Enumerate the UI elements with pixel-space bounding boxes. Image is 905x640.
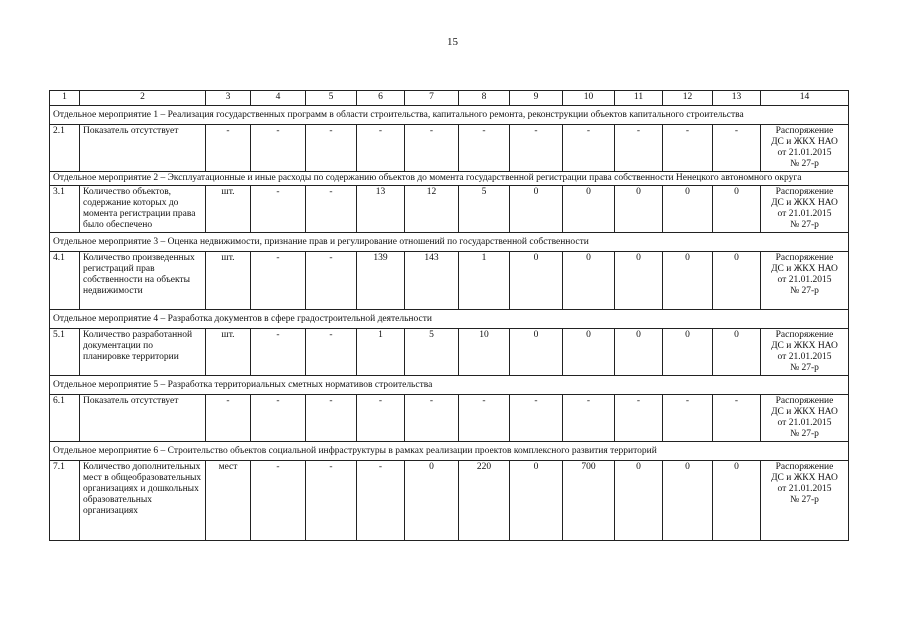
indicator-value: - <box>306 329 357 376</box>
indicator-number: 2.1 <box>50 125 80 172</box>
indicator-unit: шт. <box>206 329 251 376</box>
document-reference-line: от 21.01.2015 <box>777 484 832 494</box>
indicator-value: 0 <box>510 329 563 376</box>
indicator-value: 0 <box>405 461 459 541</box>
column-header: 13 <box>713 91 761 106</box>
indicator-value: - <box>306 125 357 172</box>
indicator-value: - <box>306 395 357 442</box>
column-header: 8 <box>459 91 510 106</box>
section-heading-row <box>50 106 849 125</box>
page-number: 15 <box>447 36 458 48</box>
indicator-value: - <box>563 125 615 172</box>
column-header: 5 <box>306 91 357 106</box>
indicator-value: 0 <box>563 329 615 376</box>
indicator-value: - <box>306 461 357 541</box>
indicator-name: Количество произведенных регистраций прав собственности на объекты недвижимости <box>80 252 206 310</box>
indicator-value: - <box>357 461 405 541</box>
indicator-number: 7.1 <box>50 461 80 541</box>
document-reference-line: № 27-р <box>790 495 819 505</box>
indicator-value: - <box>306 186 357 233</box>
indicator-name: Количество объектов, содержание которых до момента регистрации права было обеспечено <box>80 186 206 233</box>
indicator-number: 5.1 <box>50 329 80 376</box>
document-reference-line: № 27-р <box>790 220 819 230</box>
column-header: 2 <box>80 91 206 106</box>
document-reference-line: № 27-р <box>790 286 819 296</box>
section-heading-row <box>50 172 849 186</box>
indicator-value: - <box>405 395 459 442</box>
indicator-name: Количество разработанной документации по планировке территории <box>80 329 206 376</box>
document-reference-line: ДС и ЖКХ НАО <box>771 137 838 147</box>
indicator-value: - <box>510 125 563 172</box>
indicator-unit: шт. <box>206 252 251 310</box>
document-reference-line: Распоряжение <box>775 253 834 263</box>
indicator-value: 0 <box>713 329 761 376</box>
indicator-value: 700 <box>563 461 615 541</box>
section-title: Отдельное мероприятие 5 – Разработка территориальных сметных нормативов строительства <box>50 376 849 395</box>
section-title: Отдельное мероприятие 3 – Оценка недвижимости, признание прав и регулирование отношений по государственной собственности <box>50 233 849 252</box>
indicator-number: 4.1 <box>50 252 80 310</box>
indicator-value: 0 <box>510 461 563 541</box>
indicator-value: - <box>615 395 663 442</box>
document-reference-line: от 21.01.2015 <box>777 209 832 219</box>
section-heading-row <box>50 442 849 461</box>
indicator-row <box>50 252 849 310</box>
indicator-row <box>50 329 849 376</box>
indicator-value: 0 <box>615 461 663 541</box>
indicator-value: - <box>251 395 306 442</box>
indicator-value: - <box>251 252 306 310</box>
indicator-unit: мест <box>206 461 251 541</box>
document-reference-line: № 27-р <box>790 363 819 373</box>
column-header: 14 <box>761 91 849 106</box>
indicator-value: 0 <box>663 186 713 233</box>
section-heading-row <box>50 376 849 395</box>
indicators-table <box>49 90 849 541</box>
document-reference-line: Распоряжение <box>775 396 834 406</box>
indicator-value: 0 <box>713 252 761 310</box>
indicator-value: 220 <box>459 461 510 541</box>
indicator-value: 12 <box>405 186 459 233</box>
indicator-value: 0 <box>615 329 663 376</box>
indicator-value: 10 <box>459 329 510 376</box>
document-reference-line: № 27-р <box>790 429 819 439</box>
indicator-value: - <box>357 395 405 442</box>
column-header: 10 <box>563 91 615 106</box>
column-header: 7 <box>405 91 459 106</box>
column-header: 9 <box>510 91 563 106</box>
indicator-value: - <box>615 125 663 172</box>
column-header: 3 <box>206 91 251 106</box>
sections-body <box>50 106 849 541</box>
indicator-value: - <box>663 125 713 172</box>
indicator-name: Количество дополнительных мест в общеобразовательных организациях и дошкольных образовательных организациях <box>80 461 206 541</box>
column-header: 4 <box>251 91 306 106</box>
document-reference <box>761 252 849 310</box>
column-header: 1 <box>50 91 80 106</box>
column-header: 6 <box>357 91 405 106</box>
indicator-value: - <box>306 252 357 310</box>
indicator-value: 139 <box>357 252 405 310</box>
indicator-unit: - <box>206 125 251 172</box>
document-reference-line: ДС и ЖКХ НАО <box>771 341 838 351</box>
column-header: 11 <box>615 91 663 106</box>
indicator-value: - <box>405 125 459 172</box>
indicator-value: 0 <box>663 252 713 310</box>
indicator-value: - <box>713 395 761 442</box>
indicator-value: - <box>459 395 510 442</box>
indicator-value: 1 <box>357 329 405 376</box>
document-reference <box>761 329 849 376</box>
indicator-value: 0 <box>615 252 663 310</box>
document-reference <box>761 125 849 172</box>
indicator-row <box>50 461 849 541</box>
document-reference-line: № 27-р <box>790 159 819 169</box>
indicator-value: - <box>251 329 306 376</box>
indicator-value: 0 <box>713 186 761 233</box>
document-reference <box>761 395 849 442</box>
indicator-row <box>50 395 849 442</box>
indicator-value: - <box>563 395 615 442</box>
document-reference-line: Распоряжение <box>775 187 834 197</box>
indicator-value: - <box>251 461 306 541</box>
indicator-value: - <box>251 125 306 172</box>
indicator-value: - <box>251 186 306 233</box>
document-reference-line: от 21.01.2015 <box>777 352 832 362</box>
indicator-value: 13 <box>357 186 405 233</box>
document-reference-line: от 21.01.2015 <box>777 418 832 428</box>
document-reference-line: ДС и ЖКХ НАО <box>771 407 838 417</box>
indicator-unit: - <box>206 395 251 442</box>
document-reference-line: ДС и ЖКХ НАО <box>771 473 838 483</box>
indicator-value: 0 <box>510 252 563 310</box>
indicator-value: 143 <box>405 252 459 310</box>
document-reference-line: Распоряжение <box>775 126 834 136</box>
section-heading-row <box>50 310 849 329</box>
indicator-number: 3.1 <box>50 186 80 233</box>
indicator-number: 6.1 <box>50 395 80 442</box>
section-title: Отдельное мероприятие 1 – Реализация государственных программ в области строительства, капитального ремонта, реконструкции объектов капитального строительства <box>50 106 849 125</box>
section-title: Отдельное мероприятие 2 – Эксплуатационные и иные расходы по содержанию объектов до момента государственной регистрации права собственности Ненецкого автономного округа <box>50 172 849 186</box>
document-reference-line: от 21.01.2015 <box>777 275 832 285</box>
document-reference-line: Распоряжение <box>775 462 834 472</box>
document-reference <box>761 461 849 541</box>
section-heading-row <box>50 233 849 252</box>
column-header: 12 <box>663 91 713 106</box>
document-reference-line: от 21.01.2015 <box>777 148 832 158</box>
indicator-row <box>50 186 849 233</box>
document-reference-line: Распоряжение <box>775 330 834 340</box>
section-title: Отдельное мероприятие 6 – Строительство объектов социальной инфраструктуры в рамках реализации проектов комплексного развития территорий <box>50 442 849 461</box>
indicator-value: - <box>357 125 405 172</box>
indicator-unit: шт. <box>206 186 251 233</box>
column-number-row <box>50 91 849 106</box>
indicator-value: - <box>510 395 563 442</box>
indicator-value: 0 <box>615 186 663 233</box>
indicator-value: 0 <box>663 329 713 376</box>
indicator-value: 0 <box>663 461 713 541</box>
indicator-name: Показатель отсутствует <box>80 395 206 442</box>
section-title: Отдельное мероприятие 4 – Разработка документов в сфере градостроительной деятельности <box>50 310 849 329</box>
indicator-name: Показатель отсутствует <box>80 125 206 172</box>
indicator-value: - <box>459 125 510 172</box>
indicator-value: 5 <box>405 329 459 376</box>
document-reference-line: ДС и ЖКХ НАО <box>771 198 838 208</box>
indicator-value: 0 <box>713 461 761 541</box>
indicator-value: - <box>663 395 713 442</box>
indicator-value: 5 <box>459 186 510 233</box>
indicator-value: 1 <box>459 252 510 310</box>
document-reference-line: ДС и ЖКХ НАО <box>771 264 838 274</box>
indicator-value: 0 <box>510 186 563 233</box>
indicator-value: 0 <box>563 252 615 310</box>
indicator-value: - <box>713 125 761 172</box>
indicator-row <box>50 125 849 172</box>
document-reference <box>761 186 849 233</box>
indicator-value: 0 <box>563 186 615 233</box>
